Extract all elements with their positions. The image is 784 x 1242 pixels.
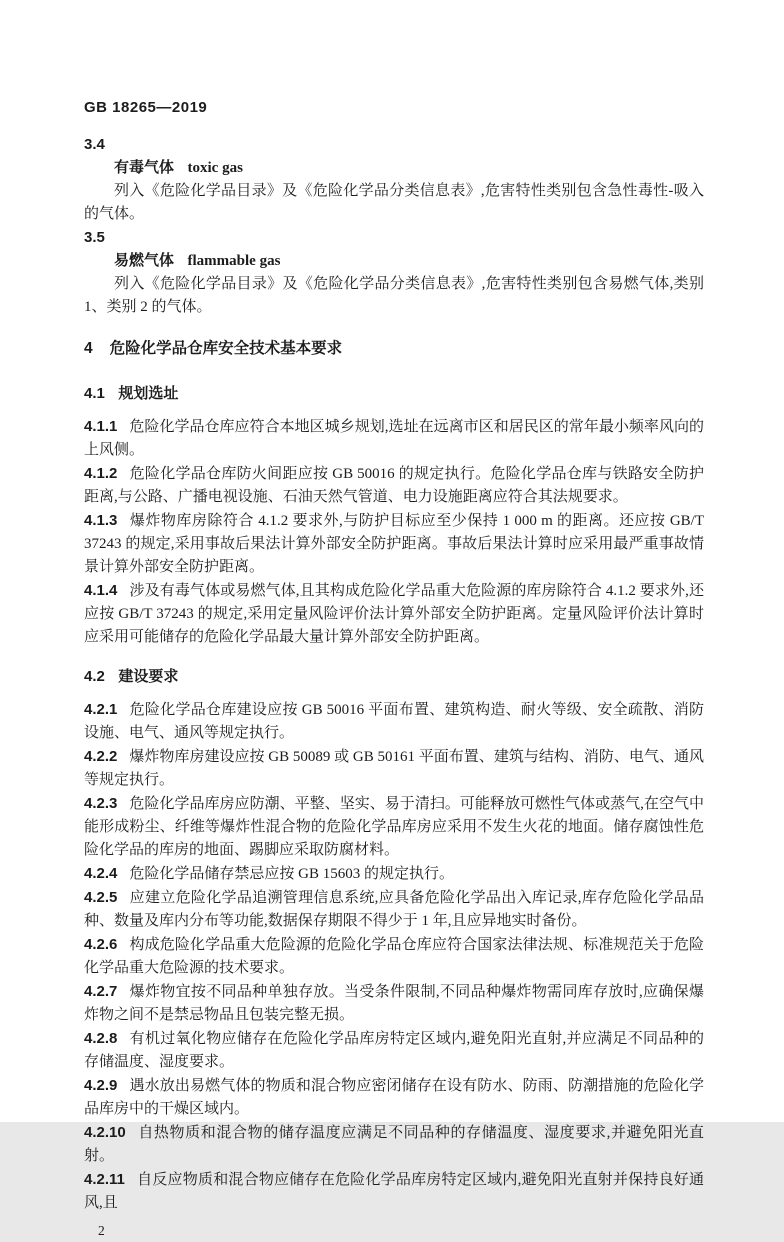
section-number: 4.2 — [84, 668, 105, 685]
chapter-number: 4 — [84, 340, 93, 357]
chapter-title-text: 危险化学品仓库安全技术基本要求 — [109, 340, 343, 357]
clause-4-2-8 — [84, 1027, 704, 1074]
clause-text: 危险化学品仓库防火间距应按 GB 50016 的规定执行。危险化学品仓库与铁路安全防护距离,与公路、广播电视设施、石油天然气管道、电力设施距离应符合其法规要求。 — [84, 466, 704, 505]
clause-text: 危险化学品仓库应符合本地区城乡规划,选址在远离市区和居民区的常年最小频率风向的上风侧。 — [84, 419, 704, 458]
clause-number: 4.2.3 — [84, 795, 118, 812]
doc-code: GB 18265—2019 — [84, 99, 208, 116]
clause-number: 4.1.1 — [84, 418, 118, 435]
clause-number: 4.2.9 — [84, 1077, 118, 1094]
clause-text: 遇水放出易燃气体的物质和混合物应密闭储存在设有防水、防雨、防潮措施的危险化学品库房中的干燥区域内。 — [84, 1078, 704, 1117]
clause-number: 4.2.11 — [84, 1171, 125, 1188]
clause-number: 4.2.6 — [84, 936, 118, 953]
term-definition-3-5: 列入《危险化学品目录》及《危险化学品分类信息表》,危害特性类别包含易燃气体,类别 1、类别 2 的气体。 — [84, 276, 704, 315]
clause-text: 爆炸物库房除符合 4.1.2 要求外,与防护目标应至少保持 1 000 m 的距离。还应按 GB/T 37243 的规定,采用事故后果法计算外部安全防护距离。事故后果法计算时应采用最严重事故情景计算外部安全防护距离。 — [84, 513, 704, 575]
term-en: toxic gas — [187, 160, 243, 176]
section-title-text: 建设要求 — [118, 668, 179, 685]
clause-number: 4.2.2 — [84, 748, 118, 765]
section-number: 4.1 — [84, 385, 105, 402]
term-number-3-4: 3.4 — [84, 136, 105, 153]
term-zh: 有毒气体 — [114, 159, 175, 176]
clause-number: 4.2.5 — [84, 889, 118, 906]
clause-text: 涉及有毒气体或易燃气体,且其构成危险化学品重大危险源的库房除符合 4.1.2 要求外,还应按 GB/T 37243 的规定,采用定量风险评价法计算外部安全防护距离。定量风险评价法计算时应采用可能储存的危险化学品最大量计算外部安全防护距离。 — [84, 583, 704, 645]
term-title-3-4 — [84, 156, 704, 180]
clause-4-2-4 — [84, 862, 704, 886]
clause-number: 4.1.3 — [84, 512, 118, 529]
clause-number: 4.2.1 — [84, 701, 118, 718]
clause-number: 4.1.4 — [84, 582, 118, 599]
clause-text: 爆炸物库房建设应按 GB 50089 或 GB 50161 平面布置、建筑与结构、消防、电气、通风等规定执行。 — [84, 749, 704, 788]
clause-number: 4.2.7 — [84, 983, 118, 1000]
clause-text: 自热物质和混合物的储存温度应满足不同品种的存储温度、湿度要求,并避免阳光直射。 — [84, 1125, 704, 1164]
clause-4-2-10 — [84, 1121, 704, 1168]
term-zh: 易燃气体 — [114, 252, 175, 269]
clause-number: 4.2.8 — [84, 1030, 118, 1047]
clause-4-1-1 — [84, 415, 704, 462]
clause-4-2-5 — [84, 886, 704, 933]
clause-number: 4.2.4 — [84, 865, 118, 882]
clause-text: 危险化学品储存禁忌应按 GB 15603 的规定执行。 — [129, 866, 454, 882]
clause-number: 4.2.10 — [84, 1124, 126, 1141]
clause-4-1-2 — [84, 462, 704, 509]
term-en: flammable gas — [187, 253, 281, 269]
clause-4-2-1 — [84, 698, 704, 745]
page-number: 2 — [98, 1223, 105, 1238]
clause-4-2-7 — [84, 980, 704, 1027]
clause-text: 自反应物质和混合物应储存在危险化学品库房特定区域内,避免阳光直射并保持良好通风,且 — [84, 1172, 704, 1211]
clause-text: 构成危险化学品重大危险源的危险化学品仓库应符合国家法律法规、标准规范关于危险化学品重大危险源的技术要求。 — [84, 937, 704, 976]
clause-number: 4.1.2 — [84, 465, 118, 482]
term-number-3-5: 3.5 — [84, 229, 105, 246]
section-4-2-heading — [84, 665, 704, 688]
clause-4-1-3 — [84, 509, 704, 579]
clause-4-2-11 — [84, 1168, 704, 1215]
clause-text: 危险化学品库房应防潮、平整、坚实、易于清扫。可能释放可燃性气体或蒸气,在空气中能形成粉尘、纤维等爆炸性混合物的危险化学品库房应采用不发生火花的地面。储存腐蚀性危险化学品的库房的地面、踢脚应采取防腐材料。 — [84, 796, 704, 858]
clause-text: 应建立危险化学品追溯管理信息系统,应具备危险化学品出入库记录,库存危险化学品品种、数量及库内分布等功能,数据保存期限不得少于 1 年,且应异地实时备份。 — [84, 890, 704, 929]
term-title-3-5 — [84, 249, 704, 273]
section-4-1-heading — [84, 382, 704, 405]
clause-4-2-2 — [84, 745, 704, 792]
clause-4-2-6 — [84, 933, 704, 980]
clause-4-1-4 — [84, 579, 704, 649]
term-definition-3-4: 列入《危险化学品目录》及《危险化学品分类信息表》,危害特性类别包含急性毒性-吸入的气体。 — [84, 183, 704, 222]
clause-4-2-9 — [84, 1074, 704, 1121]
section-title-text: 规划选址 — [118, 385, 179, 402]
clause-text: 危险化学品仓库建设应按 GB 50016 平面布置、建筑构造、耐火等级、安全疏散、消防设施、电气、通风等规定执行。 — [84, 702, 704, 741]
chapter-4-heading — [84, 337, 704, 360]
clause-text: 有机过氧化物应储存在危险化学品库房特定区域内,避免阳光直射,并应满足不同品种的存储温度、湿度要求。 — [84, 1031, 704, 1070]
clause-4-2-3 — [84, 792, 704, 862]
clause-text: 爆炸物宜按不同品种单独存放。当受条件限制,不同品种爆炸物需同库存放时,应确保爆炸物之间不是禁忌物品且包装完整无损。 — [84, 984, 704, 1023]
